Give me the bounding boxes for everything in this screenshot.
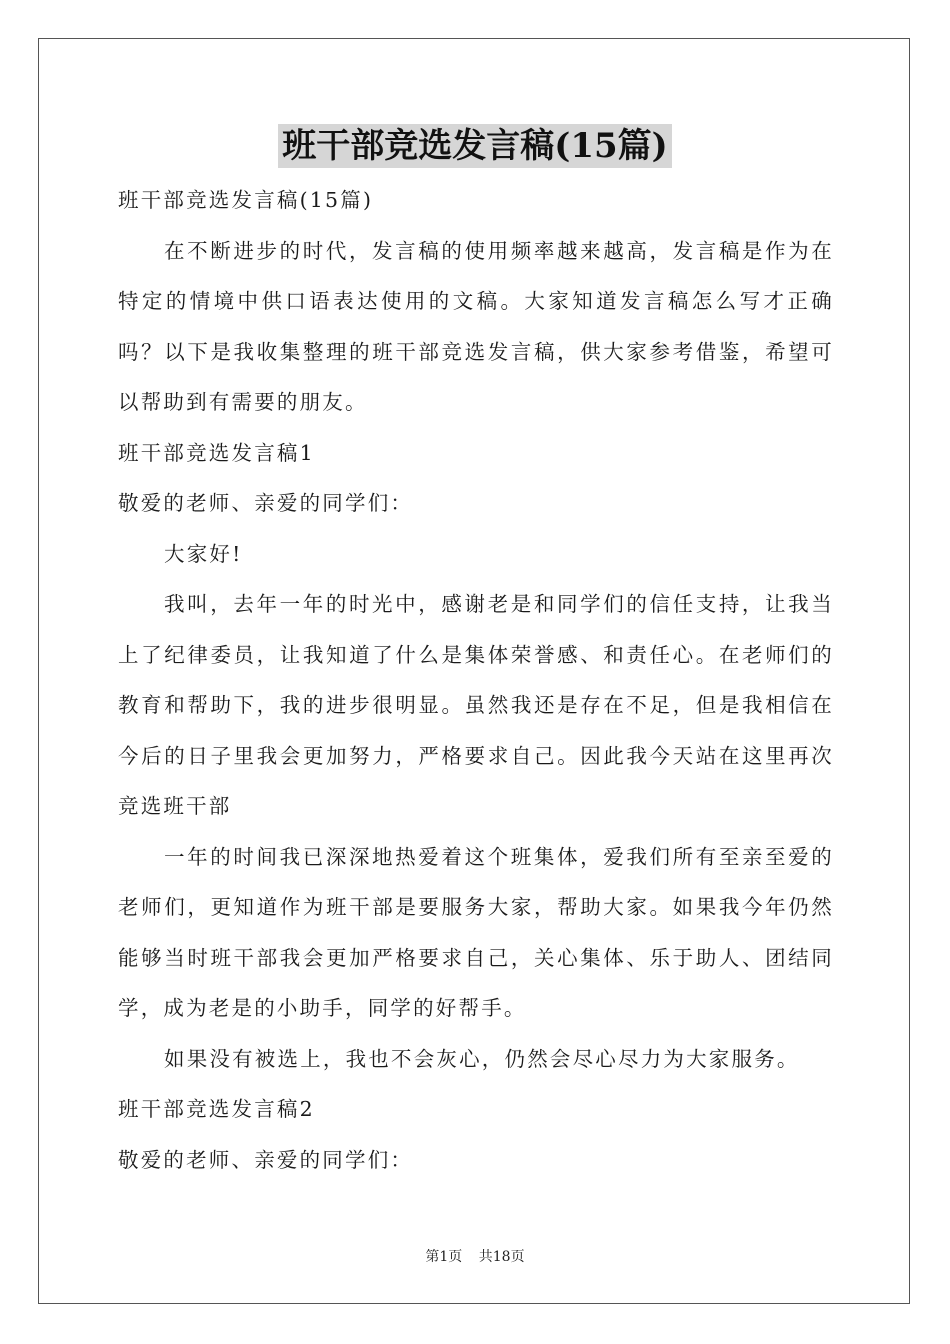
section-heading: 班干部竞选发言稿2 bbox=[118, 1097, 315, 1121]
salutation: 敬爱的老师、亲爱的同学们： bbox=[118, 491, 414, 515]
document-subtitle: 班干部竞选发言稿(15篇) bbox=[118, 188, 374, 212]
document-body bbox=[118, 175, 834, 1185]
document-title: 班干部竞选发言稿(15篇) bbox=[278, 124, 672, 168]
intro-paragraph: 在不断进步的时代，发言稿的使用频率越来越高，发言稿是作为在特定的情境中供口语表达使用的文稿。大家知道发言稿怎么写才正确吗？以下是我收集整理的班干部竞选发言稿，供大家参考借鉴，希望可以帮助到有需要的朋友。 bbox=[118, 238, 834, 414]
salutation: 敬爱的老师、亲爱的同学们： bbox=[118, 1147, 414, 1172]
greeting: 大家好! bbox=[164, 541, 243, 566]
page-total: 共18页 bbox=[478, 1249, 525, 1265]
body-paragraph: 我叫，去年一年的时光中，感谢老是和同学们的信任支持，让我当上了纪律委员，让我知道了什么是集体荣誉感、和责任心。在老师们的教育和帮助下，我的进步很明显。虽然我还是存在不足，但是我相信在今后的日子里我会更加努力，严格要求自己。因此我今天站在这里再次竞选班干部 bbox=[118, 592, 834, 818]
body-paragraph: 如果没有被选上，我也不会灰心，仍然会尽心尽力为大家服务。 bbox=[164, 1046, 800, 1071]
body-paragraph: 一年的时间我已深深地热爱着这个班集体，爱我们所有至亲至爱的老师们，更知道作为班干部是要服务大家，帮助大家。如果我今年仍然能够当时班干部我会更加严格要求自己，关心集体、乐于助人、团结同学，成为老是的小助手，同学的好帮手。 bbox=[118, 844, 834, 1020]
page-number: 第1页 bbox=[425, 1249, 463, 1265]
section-heading: 班干部竞选发言稿1 bbox=[118, 440, 315, 465]
title-container bbox=[0, 124, 950, 168]
page-footer bbox=[0, 1246, 950, 1266]
